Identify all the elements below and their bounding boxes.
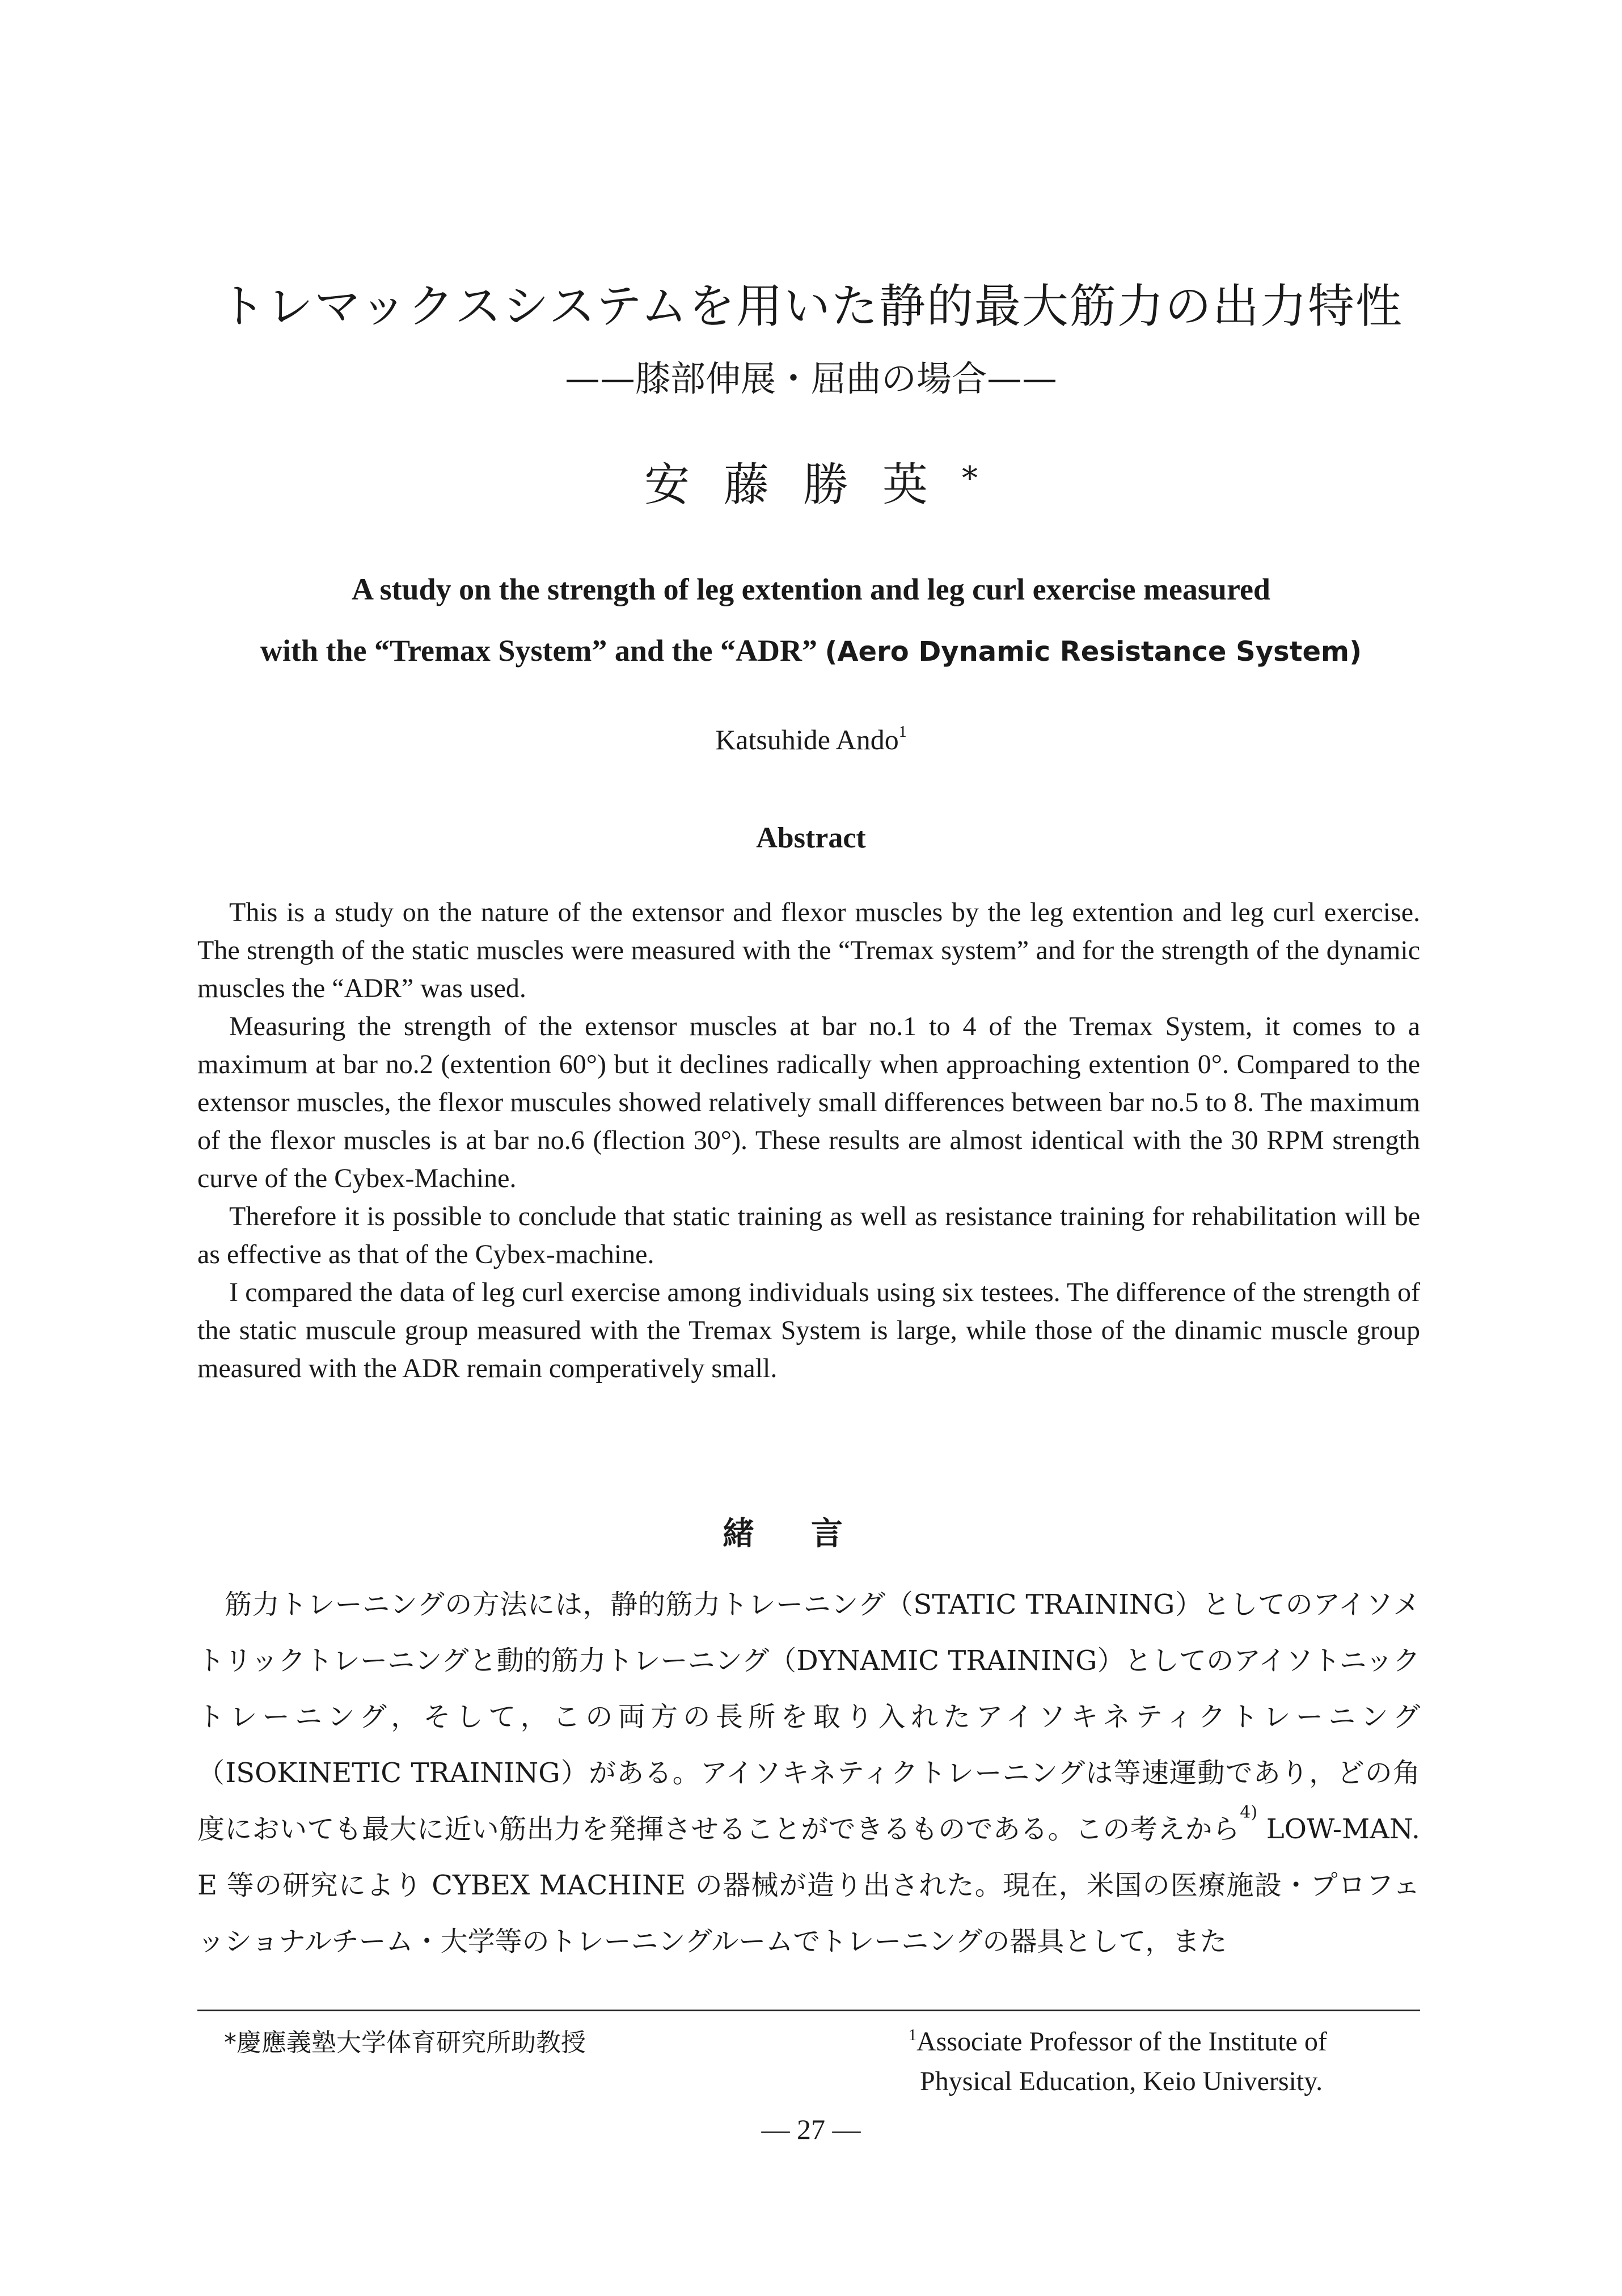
footnote-right-line-1 [909,2022,1419,2062]
author-japanese [0,448,1622,513]
title-english-line-2-main: with the “Tremax System” and the “ADR” [260,634,825,668]
introduction-body [197,1577,1420,1970]
title-japanese: トレマックスシステムを用いた静的最大筋力の出力特性 [219,280,1403,334]
footnote-right-line-2: Physical Education, Keio University. [920,2066,1323,2096]
footnote-right-mark: 1 [909,2027,916,2044]
abstract-body [197,893,1420,1387]
footnote-left: *慶應義塾大学体育研究所助教授 [224,2028,586,2057]
abstract-paragraph: Measuring the strength of the extensor muscles at bar no.1 to 4 of the Tremax System, it comes to a maximum at bar no.2 (extention 60°) but it declines radically when approaching extention 0°. Compared to the extensor muscles, the flexor muscules showed relatively small differences between bar no.5 to 8. The maximum of the flexor muscles is at bar no.6 (flection 30°). These results are almost identical with the 30 RPM strength curve of the Cybex-Machine. [197,1011,1420,1193]
title-english-line-2-paren: (Aero Dynamic Resistance System) [825,636,1362,668]
author-english-name: Katsuhide Ando [715,724,899,756]
abstract-paragraph: Therefore it is possible to conclude that static training as well as resistance training for rehabilitation will be as effective as that of the Cybex-machine. [197,1201,1420,1269]
footnote-right-text-1: Associate Professor of the Institute of [916,2027,1327,2057]
abstract-paragraph: I compared the data of leg curl exercise among individuals using six testees. The difference of the strength of the static muscule group measured with the Tremax System is large, while those of the dinamic muscle group measured with the ADR remain comperatively small. [197,1277,1420,1383]
title-english [0,559,1622,682]
author-english-mark: 1 [898,723,907,741]
abstract-heading: Abstract [756,822,866,854]
introduction-text-before-ref: 筋力トレーニングの方法には，静的筋力トレーニング（STATIC TRAINING）としてのアイソメトリックトレーニングと動的筋力トレーニング（DYNAMIC TRAINING）としてのアイソトニックトレーニング，そして，この両方の長所を取り入れたアイソキネティクトレーニング（ISOKINETIC TRAINING）がある。アイソキネティクトレーニングは等速運動であり，どの角度においても最大に近い筋出力を発揮させることができるものである。この考えから [197,1589,1420,1845]
subtitle-japanese: ——膝部伸展・屈曲の場合—— [564,358,1057,399]
abstract-paragraph: This is a study on the nature of the extensor and flexor muscles by the leg extention and leg curl exercise. The strength of the static muscles were measured with the “Tremax system” and for the strength of the dynamic muscles the “ADR” was used. [197,897,1420,1003]
title-english-line-2 [0,620,1622,682]
title-english-line-1: A study on the strength of leg extention and leg curl exercise measured [352,572,1270,606]
introduction-text-after-ref: LOW-MAN. E 等の研究により CYBEX MACHINE の器械が造り出された。現在，米国の医療施設・プロフェッショナルチーム・大学等のトレーニングルームでトレーニングの器具として，また [197,1813,1421,1957]
footnote-right [909,2022,1419,2101]
footnote-rule [197,2010,1420,2011]
introduction-heading: 緒言 [723,1516,899,1552]
author-japanese-name: 安藤勝英 [644,458,962,511]
page-number: — 27 — [761,2113,861,2145]
reference-mark: 4) [1240,1803,1258,1822]
introduction-paragraph [197,1577,1420,1970]
author-english [0,723,1622,756]
author-japanese-mark: * [962,460,978,497]
